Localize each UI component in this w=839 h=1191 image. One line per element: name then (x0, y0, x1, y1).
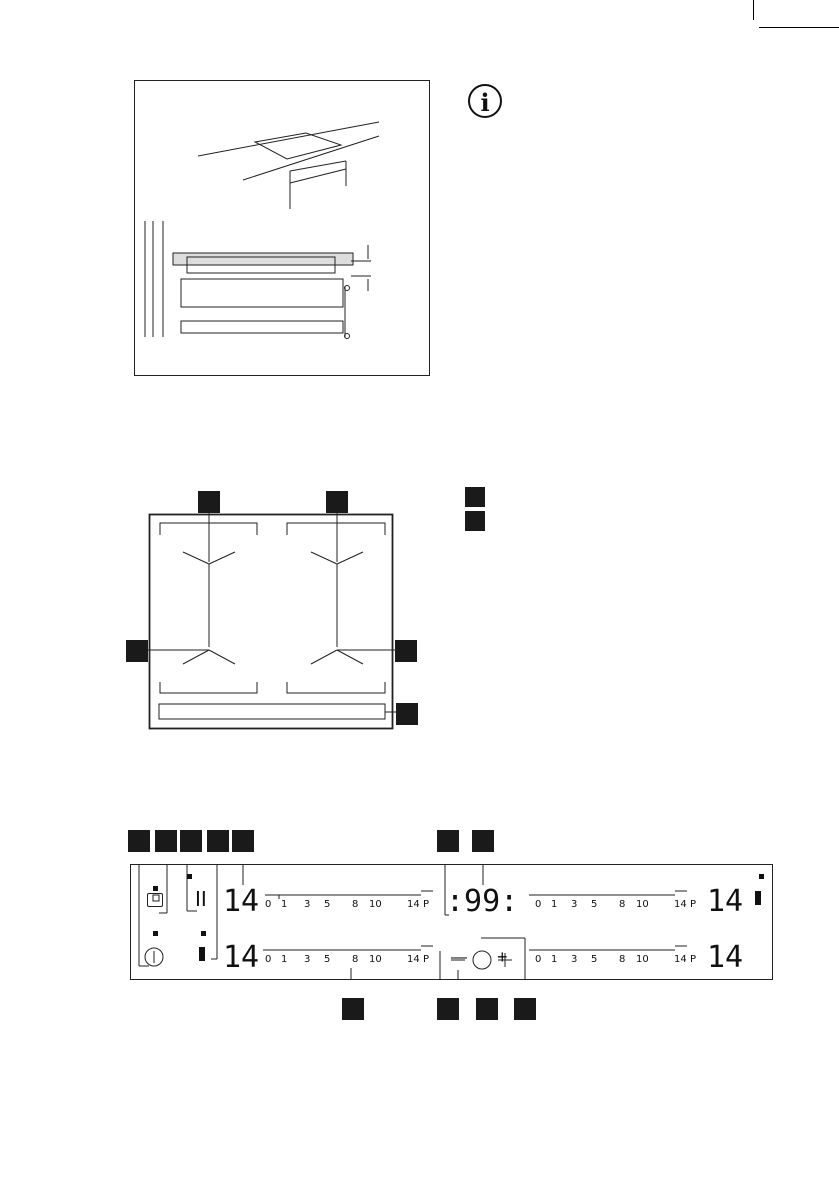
scale-top-left-8[interactable]: 8 (352, 899, 359, 910)
scale-bottom-left-10[interactable]: 10 (369, 954, 382, 965)
scale-bottom-left-1[interactable]: 1 (281, 954, 288, 965)
plus-button[interactable]: + (497, 947, 508, 967)
scale-top-right-p[interactable]: P (690, 899, 697, 910)
installation-figure (134, 80, 430, 376)
scale-top-left-10[interactable]: 10 (369, 899, 382, 910)
installation-drawing (135, 81, 429, 375)
crop-mark-right (759, 27, 839, 28)
scale-bottom-right-10[interactable]: 10 (636, 954, 649, 965)
legend-badge-2 (465, 511, 485, 531)
callout-badge-zone-top-right (326, 491, 348, 513)
on-off-icon[interactable] (145, 948, 163, 966)
scale-top-left-14[interactable]: 14 (407, 899, 420, 910)
scale-top-right-5[interactable]: 5 (591, 899, 598, 910)
callout-badge-control-bar (342, 998, 364, 1020)
timer-icon[interactable] (475, 953, 489, 967)
power-display-top-right: 14 (707, 884, 744, 919)
callout-badge-timer-display (437, 830, 459, 852)
callout-badge-zone-left (126, 640, 148, 662)
scale-top-right-14[interactable]: 14 (674, 899, 687, 910)
callout-badge-zone-top-left (198, 491, 220, 513)
minus-button[interactable]: — (451, 949, 467, 966)
scale-top-right-1[interactable]: 1 (551, 899, 558, 910)
scale-top-left-3[interactable]: 3 (304, 899, 311, 910)
legend-badge-1 (465, 487, 485, 507)
scale-bottom-left-14[interactable]: 14 (407, 954, 420, 965)
scale-bottom-right-0[interactable]: 0 (535, 954, 542, 965)
scale-bottom-right-3[interactable]: 3 (571, 954, 578, 965)
scale-bottom-left-3[interactable]: 3 (304, 954, 311, 965)
control-panel (130, 864, 773, 980)
booster-indicator-right (755, 891, 761, 905)
scale-bottom-left-8[interactable]: 8 (352, 954, 359, 965)
scale-bottom-left-5[interactable]: 5 (324, 954, 331, 965)
callout-badge-pause (180, 830, 202, 852)
scale-top-right-8[interactable]: 8 (619, 899, 626, 910)
callout-badge-plus (514, 998, 536, 1020)
scale-bottom-right-5[interactable]: 5 (591, 954, 598, 965)
scale-top-right-0[interactable]: 0 (535, 899, 542, 910)
indicator-dot-lock (153, 886, 158, 891)
scale-bottom-right-1[interactable]: 1 (551, 954, 558, 965)
indicator-dot-on-off (153, 931, 158, 936)
power-display-bottom-left: 14 (223, 940, 260, 975)
scale-top-right-3[interactable]: 3 (571, 899, 578, 910)
power-display-top-left: 14 (223, 884, 260, 919)
info-icon: i (468, 84, 502, 118)
callout-badge-booster (207, 830, 229, 852)
scale-bottom-left-p[interactable]: P (423, 954, 430, 965)
callout-badge-timer-zone (476, 998, 498, 1020)
scale-top-left-p[interactable]: P (423, 899, 430, 910)
booster-indicator (199, 947, 205, 961)
scale-top-right-10[interactable]: 10 (636, 899, 649, 910)
power-display-bottom-right: 14 (707, 940, 744, 975)
callout-badge-timer-value (472, 830, 494, 852)
hob-top-view (148, 512, 448, 732)
scale-bottom-left-0[interactable]: 0 (265, 954, 272, 965)
pause-button[interactable]: II (195, 887, 207, 911)
callout-badge-on-off (128, 830, 150, 852)
indicator-dot-booster (201, 931, 206, 936)
scale-bottom-right-p[interactable]: P (690, 954, 697, 965)
crop-mark-top (753, 0, 754, 20)
scale-bottom-right-8[interactable]: 8 (619, 954, 626, 965)
scale-top-left-1[interactable]: 1 (281, 899, 288, 910)
callout-badge-lock (155, 830, 177, 852)
callout-badge-power-display (232, 830, 254, 852)
lock-icon[interactable] (147, 893, 163, 907)
timer-display: :99: (446, 884, 519, 919)
indicator-dot-pause (187, 874, 192, 879)
callout-badge-minus (437, 998, 459, 1020)
indicator-dot-corner (759, 874, 764, 879)
scale-bottom-right-14[interactable]: 14 (674, 954, 687, 965)
scale-top-left-5[interactable]: 5 (324, 899, 331, 910)
scale-top-left-0[interactable]: 0 (265, 899, 272, 910)
